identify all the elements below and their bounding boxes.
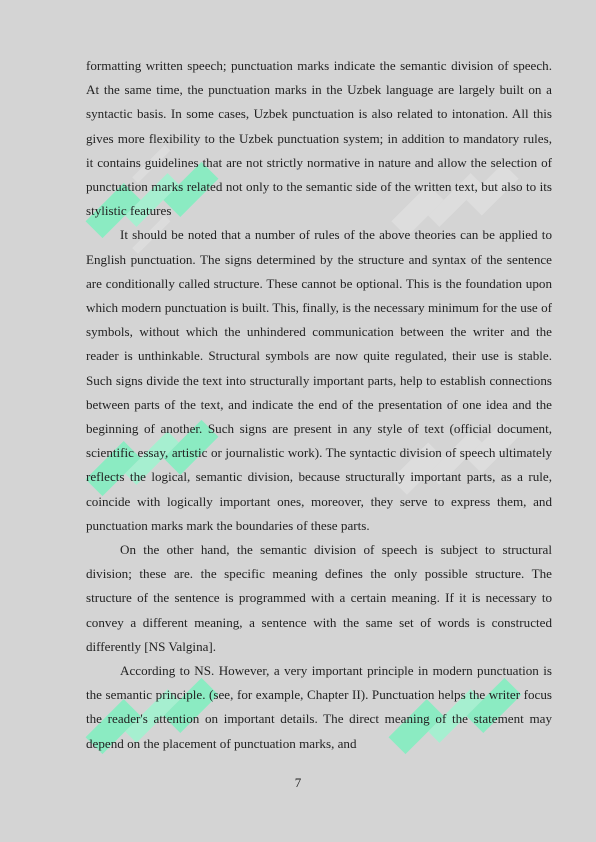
paragraph-3: On the other hand, the semantic division of speech is subject to structural division; these are. the specific meaning defines the only possible structure. The structure of the sentence is programmed with a certain meaning. If it is necessary to convey a different meaning, a sentence with the same set of words is constructed differently [NS Valgina]. xyxy=(86,542,552,654)
paragraph-2: It should be noted that a number of rules of the above theories can be applied to English punctuation. The signs determined by the structure and syntax of the sentence are conditionally called structure. These cannot be optional. This is the foundation upon which modern punctuation is built. This, finally, is the necessary minimum for the use of symbols, without which the unhindered communication between the writer and the reader is unthinkable. Structural symbols are now quite regulated, their use is stable. Such signs divide the text into structurally important parts, help to establish connections between parts of the text, and indicate the end of the presentation of one idea and the beginning of another. Such signs are present in any style of text (official document, scientific essay, artistic or journalistic work). The syntactic division of speech ultimately reflects the logical, semantic division, because structurally important parts, as a rule, coincide with logically important ones, moreover, they serve to express them, and punctuation marks mark the boundaries of these parts. xyxy=(86,227,552,533)
document-body xyxy=(86,54,552,756)
page-number: 7 xyxy=(294,775,302,790)
paragraph-1: formatting written speech; punctuation marks indicate the semantic division of speech. At the same time, the punctuation marks in the Uzbek language are largely built on a syntactic basis. In some cases, Uzbek punctuation is also related to intonation. All this gives more flexibility to the Uzbek punctuation system; in addition to mandatory rules, it contains guidelines that are not strictly normative in nature and allow the selection of punctuation marks related not only to the semantic side of the written text, but also to its stylistic features xyxy=(86,58,552,219)
paragraph-4: According to NS. However, a very important principle in modern punctuation is the semantic principle. (see, for example, Chapter II). Punctuation helps the writer focus the reader's attention on important details. The direct meaning of the statement may depend on the placement of punctuation marks, and xyxy=(86,663,552,751)
